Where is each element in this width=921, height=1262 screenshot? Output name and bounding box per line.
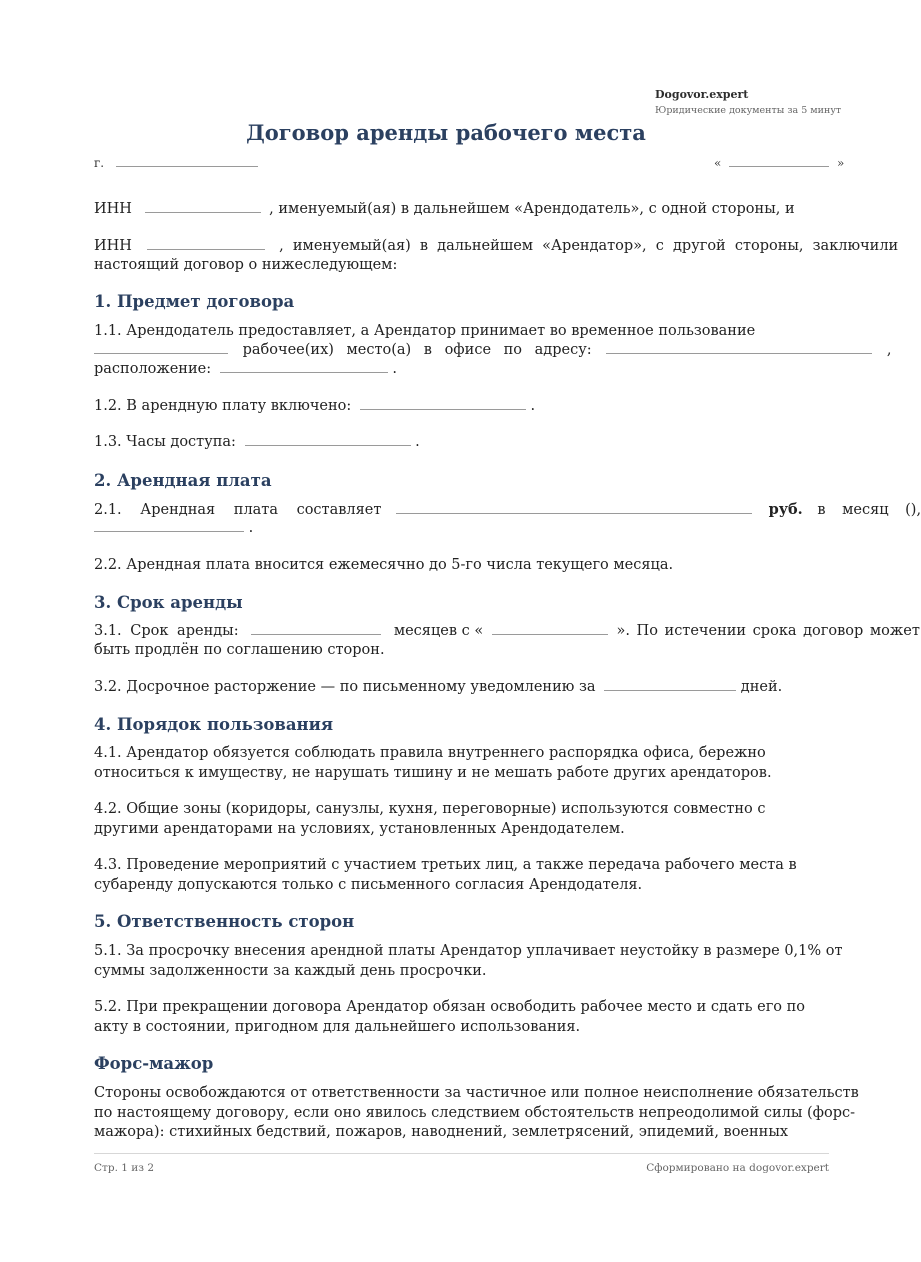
clause-1-3: 1.3. Часы доступа: <box>94 434 236 450</box>
party-2-inn: ИНН <box>94 238 132 254</box>
force-majeure-text: Стороны освобождаются от ответственности за частичное или полное неисполнение обязательств по настоящему договору, если оно явилось следствием обстоятельств непреодолимой силы (форс-мажора): стихийных бедствий, пожаров, наводнений, землетрясений, эпидемий, военных <box>94 1085 859 1140</box>
clause-2-1-a: 2.1. Арендная плата составляет <box>94 502 382 518</box>
start-date-blank[interactable] <box>492 622 608 635</box>
section-4-heading: 4. Порядок пользования <box>94 715 334 734</box>
brand-block <box>655 88 855 118</box>
clause-2-1-end: . <box>248 520 254 536</box>
term-blank[interactable] <box>251 622 381 635</box>
section-5-heading: 5. Ответственность сторон <box>94 912 355 931</box>
party-1-text: , именуемый(ая) в дальнейшем «Арендодатель», с одной стороны, и <box>269 201 795 217</box>
amount-words-blank[interactable] <box>94 519 244 532</box>
clause-1-1-e: . <box>392 361 397 377</box>
clause-3-1-line <box>94 622 920 641</box>
party-1-inn: ИНН <box>94 201 132 217</box>
party-2-text-a: , именуемый(ая) в дальнейшем «Арендатор», с другой стороны, заключили <box>279 238 899 254</box>
date-blank[interactable] <box>729 154 829 167</box>
section-1-heading: 1. Предмет договора <box>94 292 295 311</box>
clause-2-1-line <box>94 500 921 520</box>
clause-1-3-end: . <box>415 434 420 450</box>
quote-open: « <box>714 156 722 170</box>
quote-close: » <box>837 156 845 170</box>
clause-4-1: 4.1. Арендатор обязуется соблюдать правила внутреннего распорядка офиса, бережно относиться к имуществу, не нарушать тишину и не мешать работе других арендаторов. <box>94 745 772 781</box>
brand-name: Dogovor.expert <box>655 88 749 101</box>
party-2-line <box>94 237 898 256</box>
included-blank[interactable] <box>360 397 526 410</box>
clause-1-1-b: рабочее(их) место(а) в офисе по адресу: <box>242 342 592 358</box>
notice-days-blank[interactable] <box>604 678 736 691</box>
clause-3-2-a: 3.2. Досрочное расторжение — по письменному уведомлению за <box>94 679 596 695</box>
footer-generated: Сформировано на dogovor.expert <box>646 1162 829 1174</box>
clause-1-3-line <box>94 433 420 452</box>
section-3-heading: 3. Срок аренды <box>94 593 243 612</box>
clause-1-2: 1.2. В арендную плату включено: <box>94 398 352 414</box>
city-blank[interactable] <box>116 154 258 167</box>
clause-3-2-line <box>94 678 782 697</box>
party-2-text-b: настоящий договор о нижеследующем: <box>94 257 398 273</box>
date-line <box>714 154 844 173</box>
clause-3-2-b: дней. <box>740 679 783 695</box>
clause-1-1-d-line <box>94 360 397 379</box>
party-1-inn-blank[interactable] <box>145 200 261 213</box>
section-force-majeure-heading: Форс-мажор <box>94 1054 214 1073</box>
location-blank[interactable] <box>220 360 388 373</box>
clause-3-1-b: месяцев с « <box>393 623 484 639</box>
clause-1-2-end: . <box>530 398 536 414</box>
city-prefix: г. <box>94 156 105 170</box>
party-1-line <box>94 200 795 219</box>
clause-2-1-b: в месяц (), <box>817 502 921 518</box>
clause-4-2: 4.2. Общие зоны (коридоры, санузлы, кухня, переговорные) используются совместно с другими арендаторами на условиях, установленных Арендодателем. <box>94 801 766 837</box>
clause-3-1-c: ». По истечении срока договор может <box>616 623 920 639</box>
count-blank[interactable] <box>94 341 228 354</box>
clause-1-1-b-line <box>94 341 892 360</box>
clause-2-2: 2.2. Арендная плата вносится ежемесячно до 5-го числа текущего месяца. <box>94 557 674 573</box>
document-title: Договор аренды рабочего места <box>246 120 646 145</box>
clause-5-1: 5.1. За просрочку внесения арендной платы Арендатор уплачивает неустойку в размере 0,1% от суммы задолженности за каждый день просрочки. <box>94 943 843 979</box>
clause-5-2: 5.2. При прекращении договора Арендатор обязан освободить рабочее место и сдать его по акту в состоянии, пригодном для дальнейшего использования. <box>94 999 806 1035</box>
brand-tagline: Юридические документы за 5 минут <box>655 105 842 116</box>
clause-3-1-a: 3.1. Срок аренды: <box>94 623 239 639</box>
city-line <box>94 154 258 173</box>
clause-2-1-rub: руб. <box>768 501 803 518</box>
clause-1-1-c: , <box>886 342 892 358</box>
clause-1-1-a: 1.1. Арендодатель предоставляет, а Арендатор принимает во временное пользование <box>94 323 756 339</box>
party-2-inn-blank[interactable] <box>147 237 265 250</box>
footer-divider <box>94 1153 829 1154</box>
hours-blank[interactable] <box>245 433 411 446</box>
amount-blank[interactable] <box>396 501 752 514</box>
clause-1-1-d: расположение: <box>94 361 212 377</box>
clause-1-2-line <box>94 397 535 416</box>
clause-4-3: 4.3. Проведение мероприятий с участием третьих лиц, а также передача рабочего места в субаренду допускаются только с письменного согласия Арендодателя. <box>94 857 797 893</box>
clause-2-1-cont <box>94 519 253 538</box>
clause-3-1-d: быть продлён по соглашению сторон. <box>94 642 385 658</box>
address-blank[interactable] <box>606 341 872 354</box>
footer-page-number: Стр. 1 из 2 <box>94 1162 155 1174</box>
section-2-heading: 2. Арендная плата <box>94 471 272 490</box>
